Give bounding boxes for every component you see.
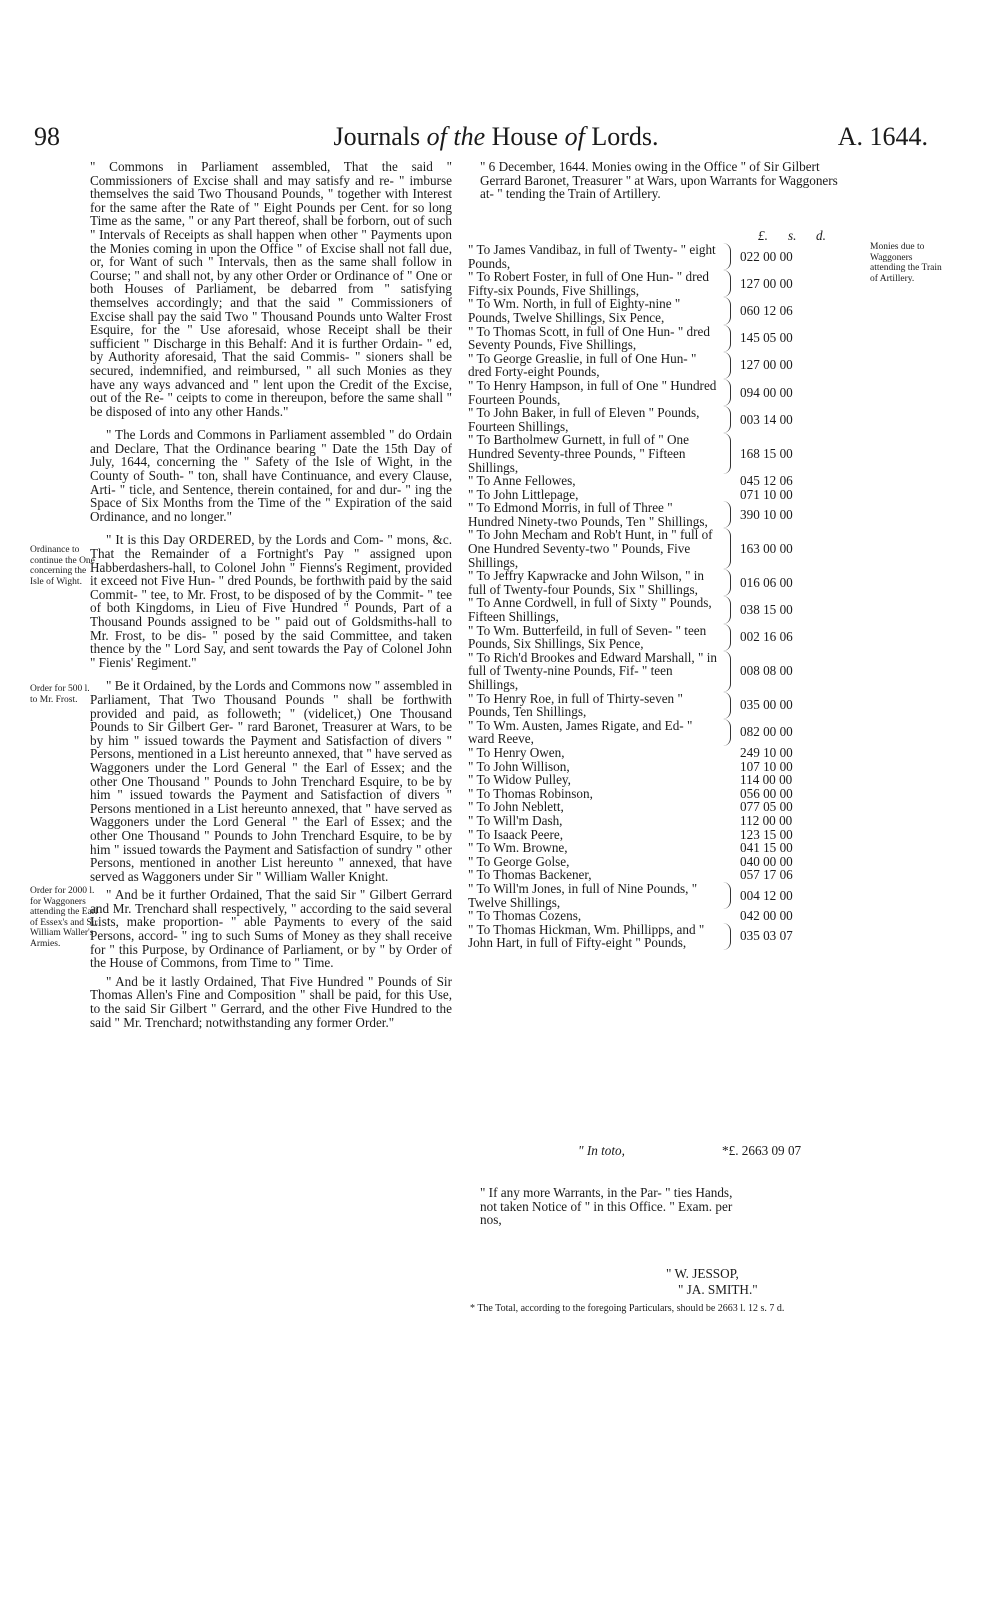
payee-text: " To John Littlepage, [468, 486, 579, 502]
paragraph-excise: " Commons in Parliament assembled, That the said " Commissioners of Excise shall and may satisfy and re- " imburse themselves the said Two Thousand Pounds, " together with Interest for the same after the Rate of " Eight Pounds per Cent. for so long Time as the same, " or any Part thereof, shall be forborn, out of such " Intervals of Receipts as shall happen when other " Payments upon the Monies coming in upon the Office " of Excise shall not fall due, or, for Want of such " Intervals, then as the same shall follow in Course; " and shall not, by any other Order or Ordinance of " One or both Houses of Parliament, be debarred from " satisfying themselves accordingly; and that the said " Commissioners of Excise shall pay the said Two " Thousand Pounds unto Walter Frost Esquire, for the " Use aforesaid, whose Receipt shall be their sufficient " Discharge in this Behalf: And it is further Ordain- " ed, by Authority aforesaid, That the said Commis- " sioners shall be secured, indemnified, and reimbursed, " all such Monies as they have any ways advanced and " lent upon the Credit of the Excise, out of the Re- " ceipts to come in thereupon, before the same shall " be disposed of into any other Hands." [90, 159, 452, 419]
payment-amount: 082 00 00 [740, 724, 793, 740]
payee-text: " To Robert Foster, in full of One Hun- " dred Fifty-six Pounds, Five Shillings, [468, 269, 709, 298]
payee-text: " To Widow Pulley, [468, 772, 571, 788]
payment-amount: 077 05 00 [740, 799, 793, 815]
margin-note-monies-due: Monies due to Waggoners attending the Train of Artillery. [870, 242, 942, 284]
brace-mark [720, 243, 731, 270]
payee-text: " To John Baker, in full of Eleven " Pounds, Fourteen Shillings, [468, 405, 700, 434]
brace-mark [720, 596, 731, 623]
list-heading: " 6 December, 1644. Monies owing in the Office " of Sir Gilbert Gerrard Baronet, Treasurer " at Wars, upon Warrants for Waggoners at- " tending the Train of Artillery. [480, 159, 838, 202]
payee-text: " To Henry Roe, in full of Thirty-seven " Pounds, Ten Shillings, [468, 690, 683, 720]
brace-mark [720, 624, 731, 651]
payee-text: " To Jeffry Kapwracke and John Wilson, " in full of Twenty-four Pounds, Six " Shillings, [468, 568, 705, 597]
payee-text: " To Will'm Jones, in full of Nine Pounds, " Twelve Shillings, [468, 880, 698, 910]
payment-amount: 045 12 06 [740, 473, 793, 489]
running-header [0, 122, 992, 158]
title-word: Lords. [591, 122, 659, 151]
payment-entry [458, 719, 858, 746]
payee-text: " To Wm. Butterfeild, in full of Seven- " teen Pounds, Six Shillings, Six Pence, [468, 622, 707, 652]
paragraph-frost-order: " It is this Day ORDERED, by the Lords and Com- " mons, &c. That the Remainder of a Fortnight's Pay " assigned upon Habberdashers-hall, to Colonel John " Fienns's Regiment, provided it exceed not Five Hun- " dred Pounds, be forthwith paid by the said Commit- " tee, to Mr. Frost, to be disposed of by the Commit- " tee of both Kingdoms, in Lieu of Five Hundred " Pounds, Part of a Thousand Pounds assigned to be " paid out of Goldsmiths-hall to Mr. Frost, to be dis- " posed by the said Committee, and taken thence by the " Lord Say, and sent towards the Pay of Colonel John " Fienis' Regiment." [90, 532, 452, 670]
payment-amount: 022 00 00 [740, 248, 793, 264]
payment-entry [458, 270, 858, 297]
payee-text: " To Will'm Dash, [468, 812, 563, 828]
payee-text: " To Thomas Hickman, Wm. Phillipps, and " John Hart, in full of Fifty-eight " Pounds, [468, 921, 705, 951]
payment-amount: 071 10 00 [740, 486, 793, 502]
brace-mark [720, 692, 731, 719]
payment-entry [458, 651, 858, 692]
payee-text: " To Thomas Backener, [468, 867, 592, 883]
payment-entry [458, 909, 858, 923]
brace-mark [720, 719, 731, 746]
payee-text: " To Henry Hampson, in full of One " Hundred Fourteen Pounds, [468, 377, 717, 407]
payment-amount: 004 12 00 [740, 887, 793, 903]
pounds-heading: £. [758, 228, 768, 243]
brace-mark [720, 433, 731, 474]
brace-mark [720, 297, 731, 324]
margin-note-waggoners: Order for 2000 l. for Waggoners attending the Earl of Essex's and Sir William Waller's Armies. [30, 886, 98, 949]
payment-entry [458, 923, 858, 950]
payment-entry [458, 773, 858, 787]
margin-note-isle-of-wight: Ordinance to continue the One concerning the Isle of Wight. [30, 545, 95, 587]
brace-mark [720, 352, 731, 379]
footnote: * The Total, according to the foregoing Particulars, should be 2663 l. 12 s. 7 d. [470, 1303, 785, 1314]
payment-entry [458, 352, 858, 379]
title-word: Journals [333, 122, 421, 151]
payment-entry [458, 624, 858, 651]
payment-entry [458, 828, 858, 842]
payment-amount: 035 03 07 [740, 928, 793, 944]
payment-entry [458, 882, 858, 909]
payment-entry [458, 406, 858, 433]
payment-amount: 060 12 06 [740, 303, 793, 319]
brace-mark [720, 569, 731, 596]
left-column [90, 160, 452, 1034]
payment-entry [458, 569, 858, 596]
payment-amount: 016 06 00 [740, 575, 793, 591]
payment-amount: 112 00 00 [740, 812, 793, 828]
payment-entry [458, 814, 858, 828]
payment-entry [458, 868, 858, 882]
payee-text: " To Wm. Austen, James Rigate, and Ed- " ward Reeve, [468, 717, 693, 747]
brace-mark [720, 651, 731, 692]
payment-entry [458, 787, 858, 801]
payment-entry [458, 325, 858, 352]
payment-amount: 056 00 00 [740, 785, 793, 801]
payee-text: " To Bartholmew Gurnett, in full of " One Hundred Seventy-three Pounds, " Fifteen Shillings, [468, 432, 689, 475]
title-word: House [491, 122, 559, 151]
payment-entry [458, 855, 858, 869]
payment-entry [458, 760, 858, 774]
payment-entry [458, 746, 858, 760]
payment-entry [458, 841, 858, 855]
payee-text: " To John Neblett, [468, 799, 564, 815]
payee-text: " To Thomas Robinson, [468, 785, 593, 801]
paragraph-further-ordained: " And be it further Ordained, That the said Sir " Gilbert Gerrard and Mr. Trenchard shall respectively, " according to the said several Lists, make proportion- " able Payments to every of the said Persons, accord- " ing to such Sums of Money as they shall receive for " this Purpose, by Ordinance of Parliament, or by " by Order of the House of Commons, from Time to " Time. [90, 887, 452, 971]
paragraph-lastly-ordained: " And be it lastly Ordained, That Five Hundred " Pounds of Sir Thomas Allen's Fine and Composition " shall be paid, for this Use, to the said Sir Gilbert " Gerrard, and the other Five Hundred to the said " Mr. Trenchard; notwithstanding any former Order." [90, 973, 452, 1030]
signature-jessop: " W. JESSOP, [666, 1266, 739, 1281]
running-year: A. 1644. [837, 122, 928, 151]
payment-amount: 163 00 00 [740, 541, 793, 557]
title-word: the [453, 122, 486, 151]
payment-entry [458, 528, 858, 569]
title-word: of [564, 122, 585, 151]
payment-entry [458, 433, 858, 474]
payment-amount: 035 00 00 [740, 697, 793, 713]
page-number: 98 [34, 122, 60, 151]
brace-mark [720, 325, 731, 352]
payment-amount: 042 00 00 [740, 908, 793, 924]
paragraph-isle-of-wight: " The Lords and Commons in Parliament assembled " do Ordain and Declare, That the Ordinance bearing " Date the 15th Day of July, 1644, concerning the " Safety of the Isle of Wight, in the County of South- " ton, shall have Continuance, and every Clause, Arti- " ticle, and Sentence, therein contained, for and dur- " ing the Space of Six Months from the Time of the " Expiration of the said Ordinance, and no longer." [90, 427, 452, 524]
payment-amount: 041 15 00 [740, 840, 793, 856]
payment-entry [458, 800, 858, 814]
payment-amount: 040 00 00 [740, 853, 793, 869]
brace-mark [720, 501, 731, 528]
brace-mark [720, 270, 731, 297]
payment-amount: 038 15 00 [740, 602, 793, 618]
payment-amount: 168 15 00 [740, 445, 793, 461]
payment-amount: 390 10 00 [740, 507, 793, 523]
payment-entry [458, 596, 858, 623]
payment-amount: 145 05 00 [740, 330, 793, 346]
payee-text: " To John Willison, [468, 758, 570, 774]
payment-entry [458, 692, 858, 719]
payment-amount: 094 00 00 [740, 384, 793, 400]
shillings-heading: s. [788, 228, 797, 243]
payment-amount: 127 00 00 [740, 275, 793, 291]
payee-text: " To Isaack Peere, [468, 826, 564, 842]
payment-amount: 127 00 00 [740, 357, 793, 373]
signature-smith: " JA. SMITH." [678, 1282, 758, 1297]
payment-amount: 003 14 00 [740, 411, 793, 427]
payee-text: " To Anne Fellowes, [468, 473, 576, 489]
payment-amount: 008 08 00 [740, 663, 793, 679]
payee-text: " To Thomas Cozens, [468, 908, 582, 924]
payee-text: " To John Mecham and Rob't Hunt, in " full of One Hundred Seventy-two " Pounds, Five Shillings, [468, 527, 713, 570]
payment-entry [458, 379, 858, 406]
payment-entry [458, 488, 858, 502]
payment-entry [458, 297, 858, 324]
payment-amount: 002 16 06 [740, 629, 793, 645]
brace-mark [720, 528, 731, 569]
payee-text: " To Edmond Morris, in full of Three " Hundred Ninety-two Pounds, Ten " Shillings, [468, 500, 708, 529]
payment-amount: 249 10 00 [740, 744, 793, 760]
payee-text: " To Wm. North, in full of Eighty-nine " Pounds, Twelve Shillings, Six Pence, [468, 296, 681, 325]
total-label: " In toto, [578, 1143, 625, 1158]
brace-mark [720, 406, 731, 433]
total-amount: *£. 2663 09 07 [722, 1143, 802, 1158]
payee-text: " To Anne Cordwell, in full of Sixty " Pounds, Fifteen Shillings, [468, 595, 712, 625]
payment-list [458, 243, 858, 950]
margin-note-frost: Order for 500 l. to Mr. Frost. [30, 684, 90, 705]
payee-text: " To George Greaslie, in full of One Hun- " dred Forty-eight Pounds, [468, 350, 697, 380]
payee-text: " To George Golse, [468, 853, 570, 869]
payee-text: " To Thomas Scott, in full of One Hun- " dred Seventy Pounds, Five Shillings, [468, 323, 710, 353]
payment-amount: 107 10 00 [740, 758, 793, 774]
payment-amount: 114 00 00 [740, 772, 793, 788]
closing-note: " If any more Warrants, in the Par- " ties Hands, not taken Notice of " in this Office. " Exam. per nos, [480, 1185, 733, 1228]
payment-amount: 123 15 00 [740, 826, 793, 842]
brace-mark [720, 923, 731, 950]
payee-text: " To Rich'd Brookes and Edward Marshall, " in full of Twenty-nine Pounds, Fif- " teen Shillings, [468, 649, 717, 692]
payee-text: " To James Vandibaz, in full of Twenty- " eight Pounds, [468, 242, 716, 271]
payment-entry [458, 474, 858, 488]
brace-mark [720, 379, 731, 406]
paragraph-waggoners-ordinance: " Be it Ordained, by the Lords and Commons now " assembled in Parliament, That Two Thousand Pounds " shall be forthwith provided and paid, as followeth; " (videlicet,) One Thousand Pounds to Sir Gilbert Ger- " rard Baronet, Treasurer at Wars, to be by him " issued towards the Payment and Satisfaction of divers " Persons, mentioned in a List hereunto annexed, that " have served as Waggoners under the Lord General " the Earl of Essex; and the other One Thousand " Pounds to John Trenchard Esquire, to be by him " issued towards the Payment and Satisfaction of divers " Persons mentioned in a List hereunto annexed, that " have served as Waggoners under the Lord General " the Earl of Essex; and the other One Thousand " Pounds to John Trenchard Esquire, to be by him " issued towards the Payment and Satisfaction of sundry " other Persons, mentioned in another List hereunto " annexed, that have served as Waggoners under Sir " William Waller Knight. [90, 678, 452, 884]
title-word: of [426, 122, 447, 151]
payment-entry [458, 501, 858, 528]
pence-heading: d. [816, 228, 826, 243]
payee-text: " To Henry Owen, [468, 744, 565, 760]
payment-entry [458, 243, 858, 270]
payee-text: " To Wm. Browne, [468, 840, 568, 856]
brace-mark [720, 882, 731, 909]
payment-amount: 057 17 06 [740, 867, 793, 883]
